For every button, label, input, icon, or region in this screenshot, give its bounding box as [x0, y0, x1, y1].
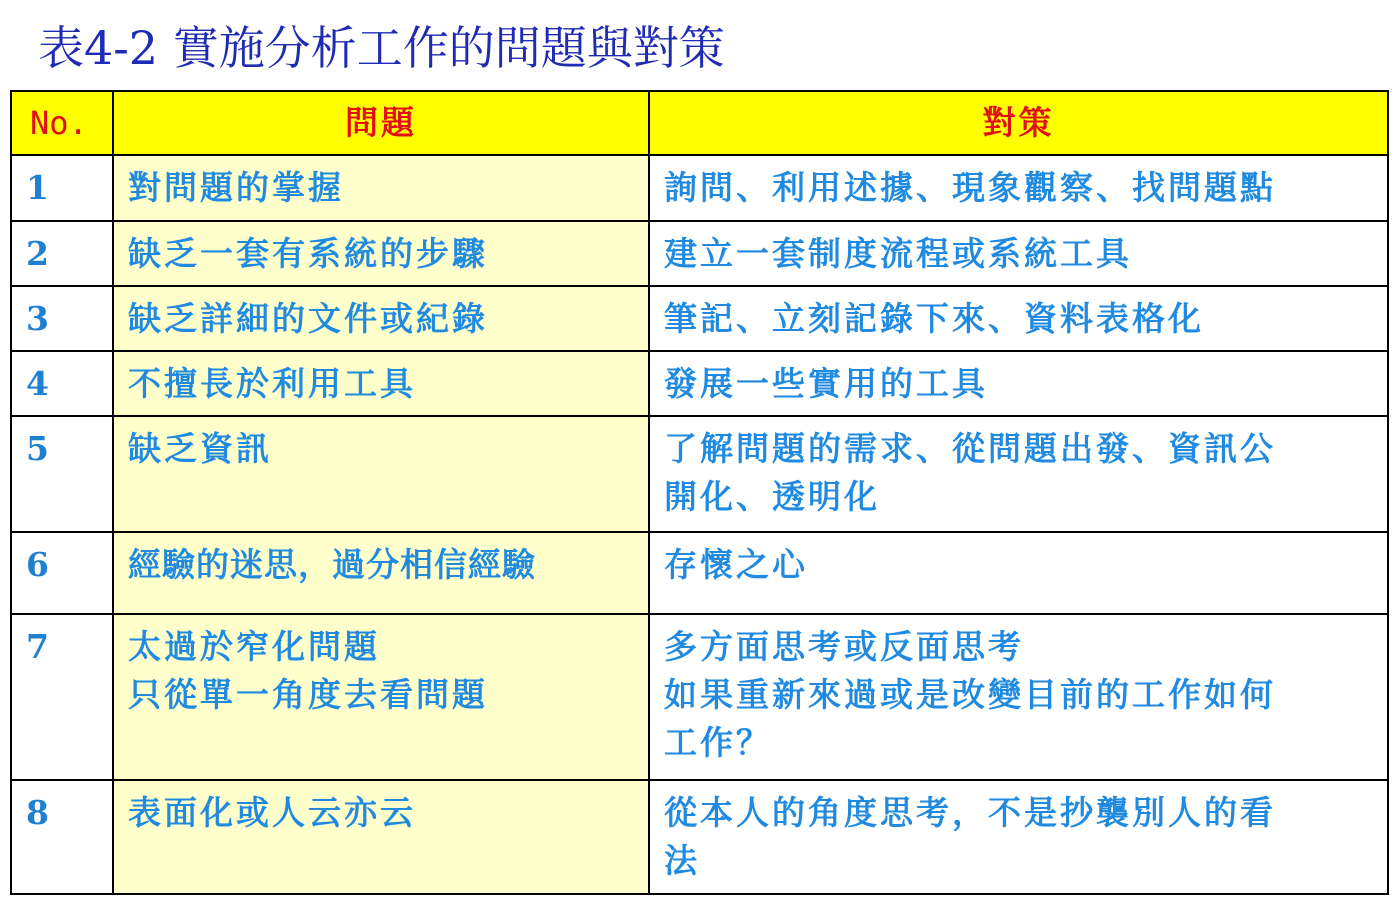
problem-cell [113, 221, 649, 286]
problem-cell [113, 532, 649, 614]
problem-text: 對問題的掌握 [128, 168, 344, 207]
header-no: No. [11, 91, 113, 155]
table-row [11, 532, 1388, 614]
problems-solutions-table [10, 90, 1389, 895]
problem-text: 只從單一角度去看問題 [128, 675, 488, 714]
table-row [11, 286, 1388, 351]
header-solution: 對策 [649, 91, 1388, 155]
row-number: 3 [11, 286, 113, 351]
table-row [11, 416, 1388, 532]
problem-cell [113, 416, 649, 532]
solution-cell [649, 532, 1388, 614]
table-row [11, 780, 1388, 894]
solution-text: 筆記、立刻記錄下來、資料表格化 [664, 299, 1204, 338]
table-header-row [11, 91, 1388, 155]
solution-cell [649, 416, 1388, 532]
problem-text: 缺乏一套有系統的步驟 [128, 234, 488, 273]
page-title: 表4-2 實施分析工作的問題與對策 [38, 21, 725, 75]
table-row [11, 155, 1388, 221]
table-row [11, 221, 1388, 286]
solution-text: 建立一套制度流程或系統工具 [664, 234, 1132, 273]
problem-text: 經驗的迷思，過分相信經驗 [128, 545, 536, 584]
problem-text: 不擅長於利用工具 [128, 364, 416, 403]
solution-text: 開化、透明化 [664, 477, 880, 516]
solution-text: 發展一些實用的工具 [664, 364, 988, 403]
row-number: 1 [11, 155, 113, 221]
solution-cell [649, 780, 1388, 894]
solution-text: 法 [664, 841, 700, 880]
solution-text: 從本人的角度思考，不是抄襲別人的看 [664, 793, 1276, 832]
table-row [11, 614, 1388, 780]
problem-cell [113, 780, 649, 894]
row-number: 6 [11, 532, 113, 614]
solution-text: 如果重新來過或是改變目前的工作如何 [664, 675, 1276, 714]
problem-cell [113, 286, 649, 351]
solution-text: 工作？ [664, 723, 772, 762]
solution-text: 了解問題的需求、從問題出發、資訊公 [664, 429, 1276, 468]
problem-cell [113, 155, 649, 221]
problem-text: 缺乏詳細的文件或紀錄 [128, 299, 488, 338]
solution-cell [649, 351, 1388, 416]
problem-text: 缺乏資訊 [128, 429, 272, 468]
row-number: 7 [11, 614, 113, 780]
table-row [11, 351, 1388, 416]
solution-text: 存懷之心 [664, 545, 808, 584]
solution-cell [649, 155, 1388, 221]
row-number: 4 [11, 351, 113, 416]
problem-text: 表面化或人云亦云 [128, 793, 416, 832]
header-problem: 問題 [113, 91, 649, 155]
solution-text: 詢問、利用述據、現象觀察、找問題點 [664, 168, 1276, 207]
solution-text: 多方面思考或反面思考 [664, 627, 1024, 666]
solution-cell [649, 614, 1388, 780]
problem-cell [113, 614, 649, 780]
row-number: 5 [11, 416, 113, 532]
row-number: 2 [11, 221, 113, 286]
solution-cell [649, 286, 1388, 351]
problem-text: 太過於窄化問題 [128, 627, 380, 666]
row-number: 8 [11, 780, 113, 894]
problem-cell [113, 351, 649, 416]
solution-cell [649, 221, 1388, 286]
